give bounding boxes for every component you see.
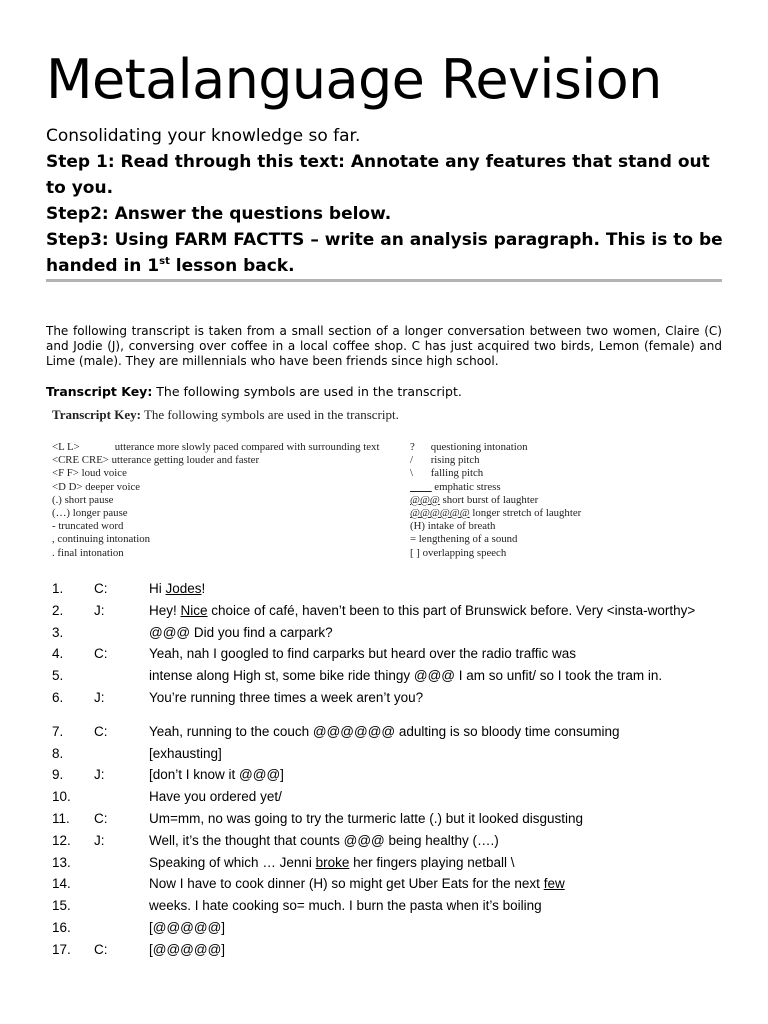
- utterance: [149, 855, 515, 870]
- utterance-segment: choice of café, haven’t been to this part of Brunswick before. Very <insta-worthy>: [207, 602, 696, 618]
- key-right-column: [410, 441, 581, 560]
- transcript-line: [0, 765, 768, 787]
- speaker: C:: [94, 646, 108, 662]
- key-symbol: ?: [410, 441, 415, 453]
- transcript-key-text: The following symbols are used in the transcript.: [152, 384, 462, 399]
- key-row: [410, 547, 581, 560]
- utterance: [149, 876, 565, 891]
- utterance-segment: Yeah, running to the couch @@@@@@ adulting is so bloody time consuming: [149, 723, 620, 739]
- speaker: J:: [94, 767, 105, 783]
- utterance: [149, 920, 225, 935]
- speaker: J:: [94, 832, 105, 848]
- utterance: [149, 646, 576, 661]
- speaker: C:: [94, 941, 108, 957]
- line-number: 9.: [52, 767, 64, 783]
- utterance-segment: !: [201, 581, 206, 596]
- key-row: [410, 494, 581, 507]
- utterance-segment: Hey!: [149, 602, 181, 618]
- line-number: 3.: [52, 624, 64, 640]
- transcript-line: [0, 579, 768, 601]
- key-symbol: <F F>: [52, 467, 79, 480]
- utterance-segment: You’re running three times a week aren’t you?: [149, 689, 424, 705]
- step-3-superscript: st: [159, 256, 170, 267]
- utterance-segment: Um=mm, no was going to try the turmeric latte (.) but it looked disgusting: [149, 810, 584, 826]
- line-number: 1.: [52, 581, 64, 596]
- key-row: [410, 533, 581, 546]
- key-symbol: <D D>: [52, 480, 83, 493]
- transcript-line: [0, 809, 768, 831]
- utterance-segment: Have you ordered yet/: [149, 789, 282, 805]
- line-number: 13.: [52, 854, 71, 870]
- key-symbol: (…): [52, 507, 70, 520]
- utterance-segment: Now I have to cook dinner (H) so might get Uber Eats for the next: [149, 876, 544, 892]
- transcript-key-label: Transcript Key:: [46, 384, 153, 399]
- transcript-line: [0, 940, 768, 962]
- line-number: 12.: [52, 832, 71, 848]
- speaker: C:: [94, 810, 108, 826]
- transcript-line: [0, 744, 768, 766]
- speaker: C:: [94, 581, 108, 596]
- utterance: [149, 581, 205, 596]
- key-row: [410, 520, 581, 533]
- utterance: [149, 724, 619, 739]
- utterance-segment: @@@ Did you find a carpark?: [149, 624, 333, 640]
- subtitle: Consolidating your knowledge so far.: [46, 126, 361, 146]
- key-row: [52, 467, 379, 480]
- stressed-word: Nice: [180, 602, 208, 618]
- utterance-segment: [don’t I know it @@@]: [149, 767, 284, 783]
- key-row: [52, 494, 379, 507]
- transcript: [0, 579, 768, 962]
- line-number: 6.: [52, 689, 64, 705]
- key-meaning: utterance more slowly paced compared with surrounding text: [114, 441, 380, 453]
- speaker: J:: [94, 689, 105, 705]
- page-title: Metalanguage Revision: [46, 48, 662, 111]
- key-row: [52, 507, 379, 520]
- key-meaning: short burst of laughter: [442, 493, 539, 506]
- speaker: J:: [94, 602, 105, 618]
- key-image-title: [52, 407, 399, 423]
- utterance-segment: Well, it’s the thought that counts @@@ being healthy (….): [149, 832, 499, 848]
- key-row: [52, 520, 379, 533]
- transcript-key-image: [52, 405, 612, 565]
- transcript-line: [0, 601, 768, 623]
- transcript-line: [0, 666, 768, 688]
- key-symbol: /: [410, 454, 413, 467]
- transcript-line: [0, 918, 768, 940]
- utterance-segment: intense along High st, some bike ride thingy @@@ I am so unfit/ so I took the tram in.: [149, 668, 663, 684]
- transcript-line: [0, 896, 768, 918]
- key-meaning: longer stretch of laughter: [472, 507, 582, 520]
- utterance: [149, 746, 222, 761]
- line-number: 16.: [52, 919, 71, 935]
- speaker: C:: [94, 723, 108, 739]
- stressed-word: broke: [315, 854, 350, 870]
- key-meaning: intake of breath: [427, 520, 496, 533]
- key-row: [410, 467, 581, 480]
- transcript-key-heading: [46, 384, 462, 400]
- step-3-text: Step3: Using FARM FACTTS – write an analysis paragraph. This is to be handed in 1: [46, 230, 723, 276]
- key-symbol: =: [410, 533, 417, 546]
- key-row: [52, 454, 379, 467]
- transcript-line: [0, 722, 768, 744]
- utterance-segment: Speaking of which … Jenni: [149, 854, 316, 870]
- key-row: [52, 441, 379, 454]
- step-2: Step2: Answer the questions below.: [46, 204, 392, 224]
- key-meaning: falling pitch: [430, 467, 484, 480]
- key-symbol: <L L>: [52, 441, 80, 453]
- intro-paragraph: The following transcript is taken from a small section of a longer conversation between two women, Claire (C) and Jodie (J), conversing over coffee in a local coffee shop. C has just acquired two birds, Lemon (female) and Lime (male). They are millennials who have been friends since high school.: [46, 324, 722, 368]
- key-symbol: @@@: [410, 493, 440, 506]
- key-row: [410, 481, 581, 494]
- key-meaning: rising pitch: [430, 454, 480, 467]
- key-row: [410, 507, 581, 520]
- utterance-segment: [@@@@@]: [149, 941, 226, 957]
- utterance: [149, 668, 662, 683]
- key-symbol: @@@@@@: [410, 507, 470, 520]
- key-symbol: -: [52, 520, 56, 533]
- key-meaning: final intonation: [57, 546, 124, 559]
- line-number: 7.: [52, 723, 64, 739]
- utterance: [149, 898, 542, 913]
- utterance: [149, 942, 225, 957]
- transcript-line: [0, 874, 768, 896]
- line-number: 10.: [52, 789, 71, 805]
- key-row: [52, 481, 379, 494]
- key-image-text: The following symbols are used in the transcript.: [140, 407, 399, 422]
- key-meaning: loud voice: [81, 467, 127, 480]
- key-row: [52, 533, 379, 546]
- key-symbol: ____: [410, 480, 432, 493]
- key-symbol: (H): [410, 520, 425, 533]
- key-symbol: .: [52, 546, 55, 559]
- key-row: [410, 454, 581, 467]
- step-3-text-end: lesson back.: [169, 256, 295, 276]
- transcript-line: [0, 853, 768, 875]
- key-meaning: continuing intonation: [57, 533, 151, 546]
- key-symbol: ,: [52, 533, 55, 546]
- line-number: 11.: [52, 810, 70, 826]
- instructions-block: [46, 123, 726, 279]
- transcript-line: [0, 831, 768, 853]
- line-number: 4.: [52, 646, 64, 662]
- key-meaning: emphatic stress: [434, 480, 501, 493]
- transcript-line: [0, 623, 768, 645]
- utterance-segment: Yeah, nah I googled to find carparks but heard over the radio traffic was: [149, 646, 577, 662]
- utterance: [149, 603, 695, 618]
- key-symbol: \: [410, 467, 413, 480]
- stressed-word: Jodes: [165, 581, 202, 596]
- line-number: 5.: [52, 668, 64, 684]
- key-row: [52, 547, 379, 560]
- key-image-label: Transcript Key:: [52, 407, 141, 422]
- line-number: 15.: [52, 898, 71, 914]
- utterance-segment: [exhausting]: [149, 745, 222, 761]
- key-meaning: questioning intonation: [430, 441, 528, 453]
- utterance: [149, 789, 282, 804]
- key-meaning: lengthening of a sound: [418, 533, 518, 546]
- step-1: Step 1: Read through this text: Annotate any features that stand out to you.: [46, 152, 710, 198]
- key-symbol: [ ]: [410, 546, 420, 559]
- transcript-line: [0, 787, 768, 809]
- key-meaning: overlapping speech: [422, 546, 507, 559]
- utterance: [149, 767, 284, 782]
- key-meaning: longer pause: [72, 507, 128, 520]
- line-number: 17.: [52, 941, 71, 957]
- step-3: [46, 227, 726, 279]
- utterance-segment: Hi: [149, 581, 166, 596]
- transcript-line: [0, 688, 768, 710]
- utterance: [149, 811, 583, 826]
- key-meaning: utterance getting louder and faster: [111, 454, 260, 467]
- key-meaning: short pause: [64, 493, 114, 506]
- utterance-segment: her fingers playing netball \: [349, 854, 515, 870]
- key-symbol: (.): [52, 493, 62, 506]
- utterance: [149, 833, 499, 848]
- line-number: 8.: [52, 745, 64, 761]
- divider: [46, 279, 722, 282]
- stressed-word: few: [543, 876, 565, 892]
- utterance-segment: [@@@@@]: [149, 919, 226, 935]
- line-number: 14.: [52, 876, 71, 892]
- key-meaning: truncated word: [58, 520, 124, 533]
- line-number: 2.: [52, 602, 64, 618]
- utterance-segment: weeks. I hate cooking so= much. I burn the pasta when it’s boiling: [149, 898, 542, 914]
- key-meaning: deeper voice: [85, 480, 141, 493]
- key-left-column: [52, 441, 379, 560]
- key-row: [410, 441, 581, 454]
- key-symbol: <CRE CRE>: [52, 454, 109, 467]
- utterance: [149, 625, 333, 640]
- utterance: [149, 690, 423, 705]
- transcript-line: [0, 644, 768, 666]
